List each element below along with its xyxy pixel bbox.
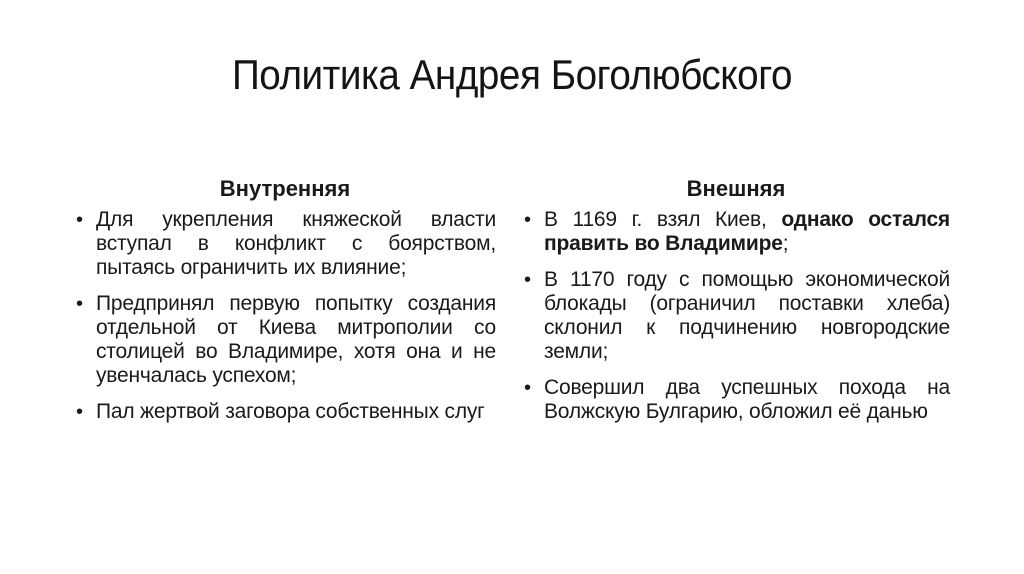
list-item	[74, 400, 496, 424]
list-item-text: Для укрепления княжеской власти вступал в конфликт с боярством, пытаясь ограничить их влияние;	[96, 208, 496, 279]
internal-policy-column	[74, 176, 496, 436]
bullet-icon: •	[76, 401, 83, 423]
foreign-policy-list	[522, 208, 950, 424]
list-item	[522, 268, 950, 364]
list-item-emphasis: однако остался править во Владимире	[544, 208, 950, 255]
list-item-text: Предпринял первую попытку создания отдельной от Киева митрополии со столицей во Владимире, хотя она и не увенчалась успехом;	[96, 292, 496, 387]
bullet-icon: •	[524, 269, 531, 291]
bullet-icon: •	[524, 209, 531, 231]
bullet-icon: •	[76, 209, 83, 231]
list-item-text: В 1169 г. взял Киев,	[544, 208, 782, 231]
foreign-policy-heading: Внешняя	[686, 176, 786, 201]
foreign-policy-column	[522, 176, 950, 436]
list-item-text: Пал жертвой заговора собственных слуг	[96, 400, 485, 423]
slide-title: Политика Андрея Боголюбского	[231, 51, 793, 98]
list-item-text-tail: ;	[782, 232, 789, 255]
internal-policy-list	[74, 208, 496, 424]
list-item	[74, 292, 496, 388]
list-item	[74, 208, 496, 280]
list-item	[522, 376, 950, 424]
internal-policy-heading: Внутренняя	[219, 176, 351, 201]
list-item	[522, 208, 950, 256]
bullet-icon: •	[524, 377, 531, 399]
bullet-icon: •	[76, 293, 83, 315]
list-item-text: Совершил два успешных похода на Волжскую Булгарию, обложил её данью	[544, 376, 950, 423]
list-item-text: В 1170 году с помощью экономической блокады (ограничил поставки хлеба) склонил к подчинению новгородские земли;	[544, 268, 950, 363]
